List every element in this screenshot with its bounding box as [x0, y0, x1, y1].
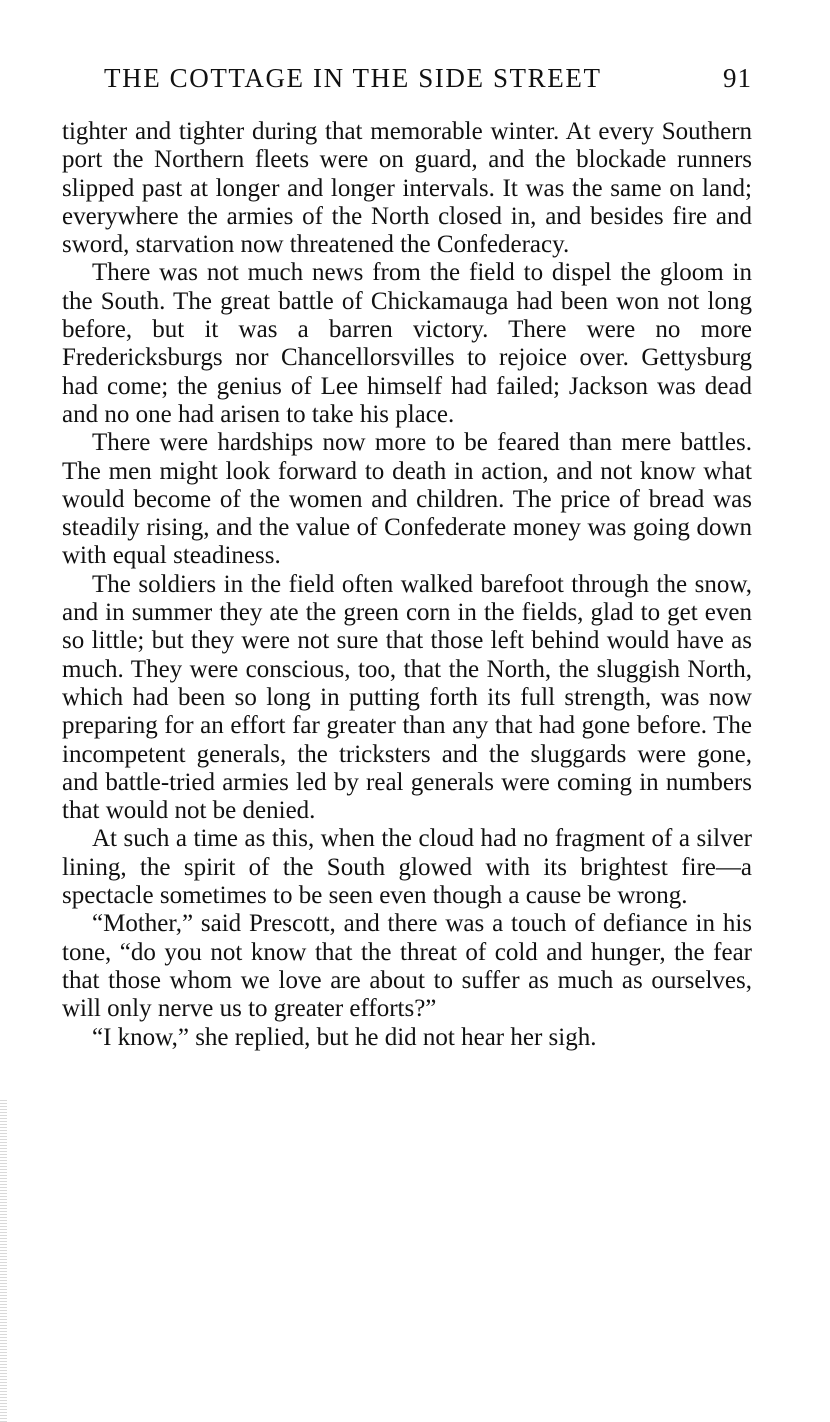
paragraph: The soldiers in the field often walked barefoot through the snow, and in summer they ate the green corn in the fields, glad to get even so little; but they were not sure that those left behind would have as much. They were conscious, too, that the North, the sluggish North, which had been so long in putting forth its full strength, was now preparing for an effort far greater than any that had gone before. The incompetent generals, the tricksters and the sluggards were gone, and battle-tried armies led by real generals were coming in numbers that would not be denied.: [62, 570, 752, 825]
paragraph: At such a time as this, when the cloud had no fragment of a silver lining, the spirit of the South glowed with its brightest fire—a spectacle sometimes to be seen even though a cause be wrong.: [62, 825, 752, 910]
paragraph: There were hardships now more to be feared than mere battles. The men might look forward to death in action, and not know what would become of the women and children. The price of bread was steadily rising, and the value of Confederate money was going down with equal steadiness.: [62, 429, 752, 570]
paragraph: “I know,” she replied, but he did not hear her sigh.: [92, 1023, 597, 1051]
page-number: 91: [723, 63, 752, 93]
book-page: [62, 58, 752, 1052]
paragraph: There was not much news from the field to dispel the gloom in the South. The great battle of Chickamauga had been won not long before, but it was a barren victory. There were no more Fredericksburgs nor Chancellorsvilles to rejoice over. Gettysburg had come; the genius of Lee himself had failed; Jackson was dead and no one had arisen to take his place.: [62, 259, 752, 428]
running-title: THE COTTAGE IN THE SIDE STREET: [104, 63, 602, 93]
scan-edge-noise: [0, 1100, 7, 1422]
paragraph: “Mother,” said Prescott, and there was a touch of defiance in his tone, “do you not know that the threat of cold and hunger, the fear that those whom we love are about to suffer as much as ourselves, will only nerve us to greater efforts?”: [62, 910, 752, 1023]
body-text: [62, 118, 752, 1052]
paragraph-continued: tighter and tighter during that memorable winter. At every Southern port the Northern fleets were on guard, and the blockade runners slipped past at longer and longer intervals. It was the same on land; everywhere the armies of the North closed in, and besides fire and sword, starvation now threatened the Confederacy.: [62, 118, 752, 259]
running-head: [62, 58, 752, 98]
